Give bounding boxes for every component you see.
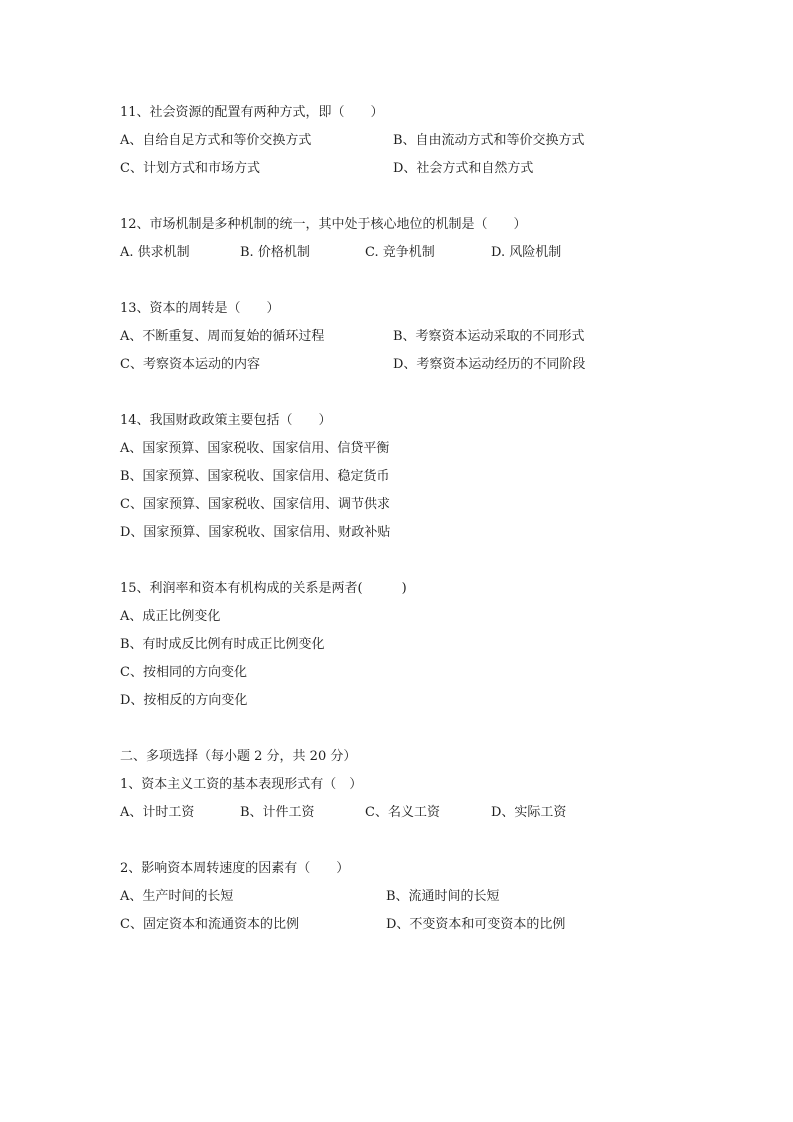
question-11-option-b: B、自由流动方式和等价交换方式 xyxy=(393,133,585,148)
question-14-stem: 14、我国财政政策主要包括（ ） xyxy=(120,413,332,428)
multi-question-2-option-b: B、流通时间的长短 xyxy=(386,889,500,904)
question-11-option-c: C、计划方式和市场方式 xyxy=(120,161,260,176)
question-11-option-d: D、社会方式和自然方式 xyxy=(393,161,534,176)
question-14-option-c: C、国家预算、国家税收、国家信用、调节供求 xyxy=(120,497,390,512)
question-15-stem: 15、利润率和资本有机构成的关系是两者( ) xyxy=(120,581,407,596)
question-12-option-c: C. 竞争机制 xyxy=(365,245,435,260)
question-11-stem: 11、社会资源的配置有两种方式，即（ ） xyxy=(120,105,384,120)
question-15-option-c: C、按相同的方向变化 xyxy=(120,665,247,680)
multi-question-2-option-a: A、生产时间的长短 xyxy=(120,889,234,904)
question-14-option-d: D、国家预算、国家税收、国家信用、财政补贴 xyxy=(120,525,391,540)
question-14-option-b: B、国家预算、国家税收、国家信用、稳定货币 xyxy=(120,469,390,484)
question-13-option-a: A、不断重复、周而复始的循环过程 xyxy=(120,329,325,344)
question-12-option-d: D. 风险机制 xyxy=(491,245,562,260)
multi-question-2-stem: 2、影响资本周转速度的因素有（ ） xyxy=(120,861,350,876)
question-12-option-b: B. 价格机制 xyxy=(240,245,310,260)
question-13-option-b: B、考察资本运动采取的不同形式 xyxy=(393,329,585,344)
question-14-option-a: A、国家预算、国家税收、国家信用、信贷平衡 xyxy=(120,441,390,456)
question-12-option-a: A. 供求机制 xyxy=(120,245,190,260)
multi-question-1-stem: 1、资本主义工资的基本表现形式有（ ） xyxy=(120,777,363,792)
section-heading: 二、多项选择（每小题 2 分，共 20 分） xyxy=(120,749,357,764)
question-13-option-d: D、考察资本运动经历的不同阶段 xyxy=(393,357,586,372)
multi-question-2-option-d: D、不变资本和可变资本的比例 xyxy=(386,917,566,932)
question-15-option-b: B、有时成反比例有时成正比例变化 xyxy=(120,637,325,652)
multi-question-2-option-c: C、固定资本和流通资本的比例 xyxy=(120,917,299,932)
question-15-option-a: A、成正比例变化 xyxy=(120,609,221,624)
question-11-option-a: A、自给自足方式和等价交换方式 xyxy=(120,133,312,148)
multi-question-1-option-c: C、名义工资 xyxy=(365,805,440,820)
multi-question-1-option-b: B、计件工资 xyxy=(240,805,315,820)
question-13-stem: 13、资本的周转是（ ） xyxy=(120,301,280,316)
multi-question-1-option-a: A、计时工资 xyxy=(120,805,195,820)
question-15-option-d: D、按相反的方向变化 xyxy=(120,693,248,708)
question-12-stem: 12、市场机制是多种机制的统一，其中处于核心地位的机制是（ ） xyxy=(120,217,527,232)
question-13-option-c: C、考察资本运动的内容 xyxy=(120,357,260,372)
multi-question-1-option-d: D、实际工资 xyxy=(491,805,567,820)
